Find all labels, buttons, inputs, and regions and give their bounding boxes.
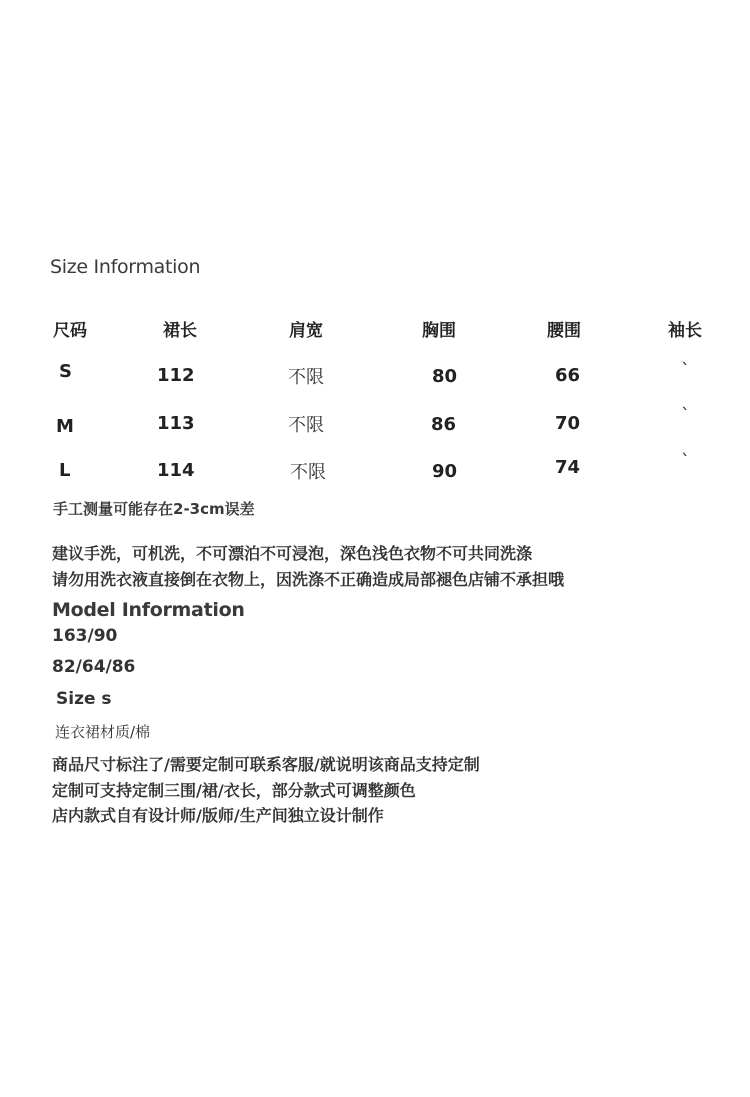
cell-bust: 80 [432, 366, 458, 387]
header-waist: 腰围 [547, 321, 581, 341]
custom-line-1: 商品尺寸标注了/需要定制可联系客服/就说明该商品支持定制 [52, 755, 480, 774]
header-sleeve: 袖长 [668, 321, 702, 341]
size-info-title: Size Information [50, 256, 201, 278]
cell-length: 113 [157, 413, 195, 434]
cell-length: 112 [157, 365, 195, 386]
material-note: 连衣裙材质/棉 [55, 723, 151, 741]
header-bust: 胸围 [422, 321, 456, 341]
model-measurements: 82/64/86 [52, 657, 136, 677]
cell-size: L [59, 460, 71, 481]
custom-line-2: 定制可支持定制三围/裙/衣长，部分款式可调整颜色 [52, 781, 416, 800]
model-size: Size s [56, 689, 112, 709]
care-line-2: 请勿用洗衣液直接倒在衣物上，因洗涤不正确造成局部褪色店铺不承担哦 [52, 570, 565, 589]
cell-shoulder: 不限 [288, 367, 324, 388]
cell-length: 114 [157, 460, 195, 481]
model-height-weight: 163/90 [52, 626, 118, 646]
cell-shoulder: 不限 [290, 462, 326, 483]
cell-bust: 86 [431, 414, 457, 435]
cell-waist: 70 [555, 413, 581, 434]
measure-note: 手工测量可能存在2-3cm误差 [53, 500, 255, 518]
model-info-title: Model Information [52, 599, 245, 621]
cell-size: S [59, 361, 72, 382]
cell-shoulder: 不限 [288, 415, 324, 436]
cell-sleeve: ` [681, 360, 690, 381]
cell-sleeve: ` [681, 451, 690, 472]
header-length: 裙长 [163, 321, 197, 341]
cell-size: M [56, 416, 74, 437]
custom-line-3: 店内款式自有设计师/版师/生产间独立设计制作 [52, 806, 384, 825]
care-line-1: 建议手洗，可机洗，不可漂泊不可浸泡，深色浅色衣物不可共同洗涤 [52, 544, 533, 563]
cell-sleeve: ` [681, 405, 690, 426]
header-size: 尺码 [53, 321, 87, 341]
cell-waist: 66 [555, 365, 581, 386]
cell-waist: 74 [555, 457, 581, 478]
header-shoulder: 肩宽 [289, 321, 323, 341]
cell-bust: 90 [432, 461, 458, 482]
